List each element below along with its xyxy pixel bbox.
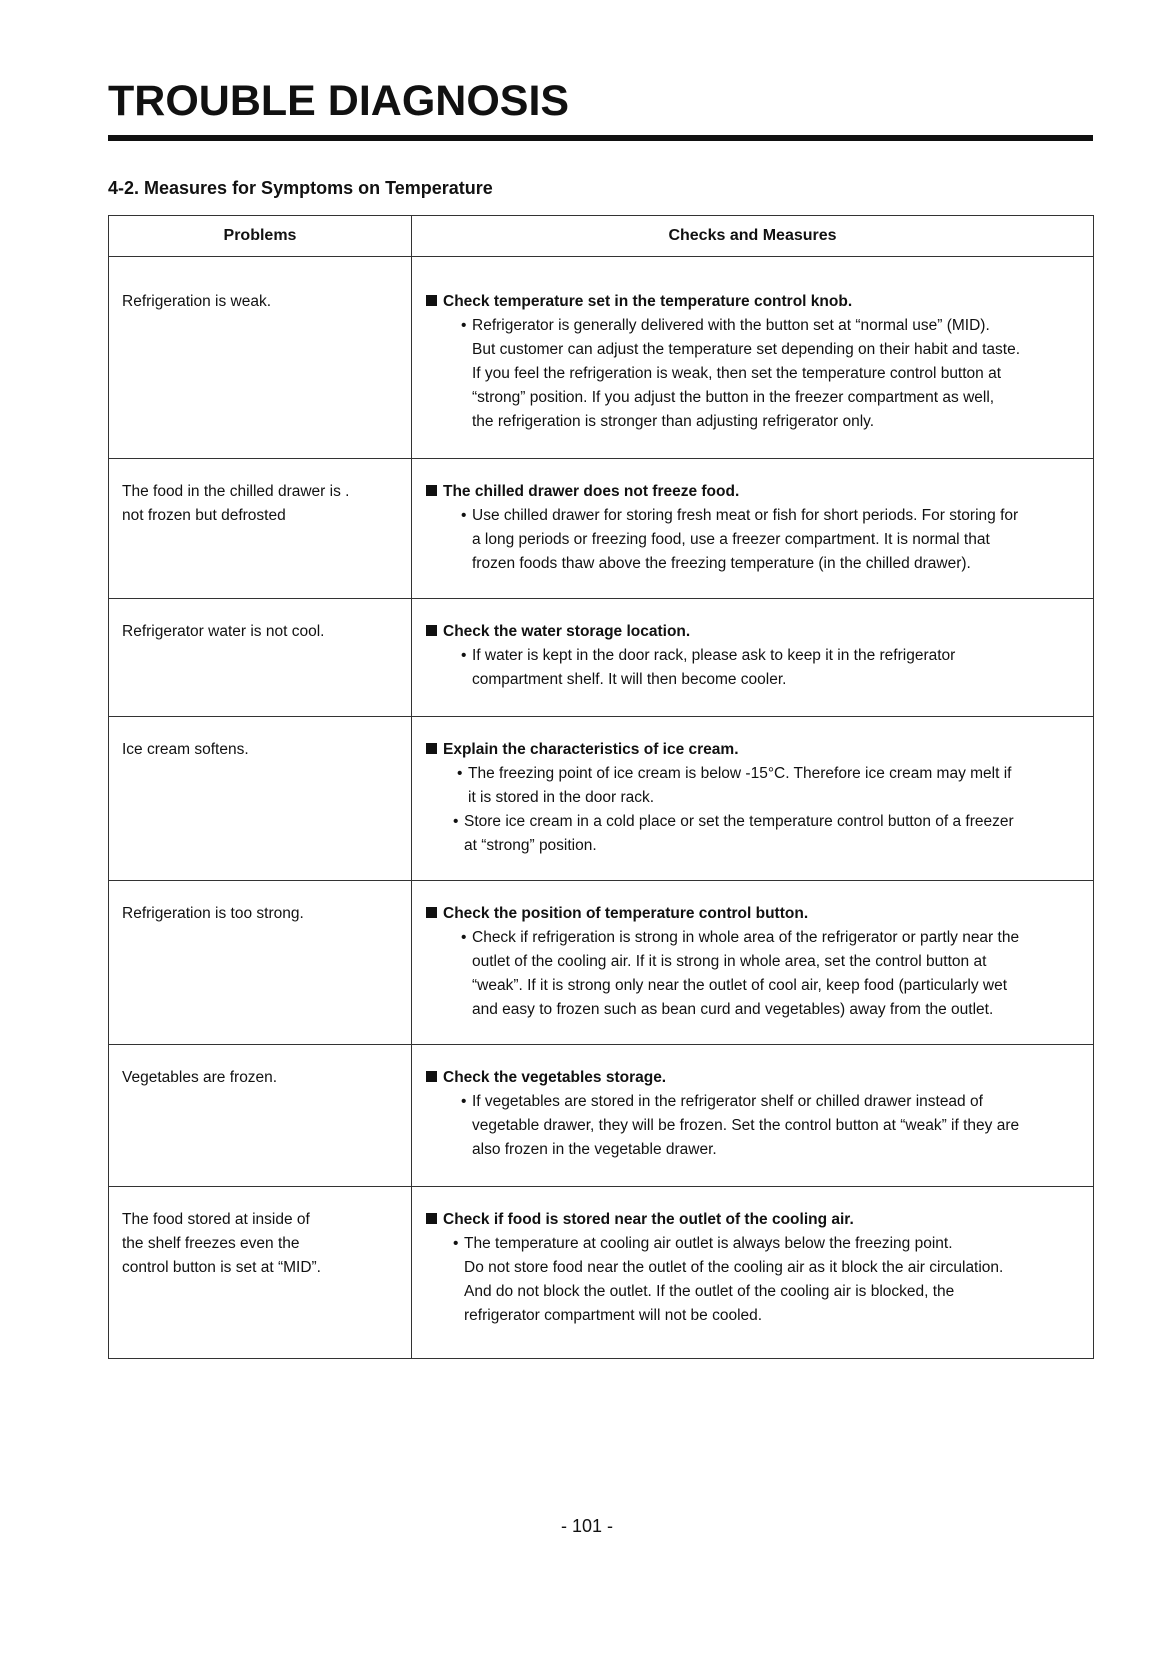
measure-heading-text: Check the water storage location. bbox=[443, 623, 691, 640]
problem-text: The food stored at inside of the shelf freezes even the control button is set at “MID”. bbox=[122, 1211, 321, 1276]
measure-heading-text: Check temperature set in the temperature control knob. bbox=[443, 293, 853, 310]
black-square-icon bbox=[426, 1213, 437, 1224]
problem-text: Refrigeration is too strong. bbox=[122, 905, 304, 922]
measure-heading-text: The chilled drawer does not freeze food. bbox=[443, 483, 740, 500]
problem-cell bbox=[109, 717, 412, 881]
black-square-icon bbox=[426, 1071, 437, 1082]
continuation-line: Do not store food near the outlet of the cooling air as it block the air circulation. bbox=[464, 1259, 1004, 1276]
measure-heading-text: Check if food is stored near the outlet of the cooling air. bbox=[443, 1211, 854, 1228]
problem-cell bbox=[109, 599, 412, 717]
continuation-line: And do not block the outlet. If the outlet of the cooling air is blocked, the bbox=[464, 1283, 955, 1300]
problem-text: Refrigerator water is not cool. bbox=[122, 623, 325, 640]
measure-heading bbox=[426, 1066, 1089, 1090]
bullet-text: Check if refrigeration is strong in whole area of the refrigerator or partly near the outlet of the cooling air. If it is strong in whole area, set the control button at “weak”. If it is strong only near the outlet of cool air, keep food (particularly wet and easy to frozen such as bean curd and vegetables) away from the outlet. bbox=[472, 929, 1020, 1018]
problem-cell bbox=[109, 257, 412, 459]
measure-cell bbox=[412, 881, 1094, 1045]
measure-bullet bbox=[426, 504, 1089, 576]
table-row bbox=[109, 717, 1094, 881]
section-heading: 4-2. Measures for Symptoms on Temperature bbox=[108, 178, 493, 198]
measure-heading bbox=[426, 902, 1089, 926]
black-square-icon bbox=[426, 907, 437, 918]
continuation-line: But customer can adjust the temperature set depending on their habit and taste. bbox=[472, 341, 1021, 358]
measure-cell bbox=[412, 257, 1094, 459]
problem-text: The food in the chilled drawer is . not frozen but defrosted bbox=[122, 483, 350, 524]
problem-cell bbox=[109, 881, 412, 1045]
measure-cell bbox=[412, 1187, 1094, 1359]
continuation-line: refrigerator compartment will not be cooled. bbox=[464, 1307, 763, 1324]
table-row bbox=[109, 1187, 1094, 1359]
dot-icon: • bbox=[461, 929, 467, 946]
measure-bullet bbox=[426, 1090, 1089, 1162]
measure-bullet bbox=[426, 926, 1089, 1022]
bullet-text: Store ice cream in a cold place or set the temperature control button of a freezer at “strong” position. bbox=[464, 813, 1014, 854]
dot-icon: • bbox=[461, 507, 467, 524]
continuation-line: “strong” position. If you adjust the button in the freezer compartment as well, bbox=[472, 389, 995, 406]
problem-text: Vegetables are frozen. bbox=[122, 1069, 278, 1086]
table-row bbox=[109, 599, 1094, 717]
measure-heading-text: Check the vegetables storage. bbox=[443, 1069, 667, 1086]
measure-cell bbox=[412, 717, 1094, 881]
page-number: - 101 - bbox=[560, 1516, 614, 1536]
problem-text: Ice cream softens. bbox=[122, 741, 249, 758]
measure-heading bbox=[426, 480, 1089, 504]
column-header-measures: Checks and Measures bbox=[412, 216, 1094, 257]
problem-cell bbox=[109, 459, 412, 599]
measure-heading bbox=[426, 290, 1089, 314]
measure-bullet bbox=[426, 810, 1089, 858]
bullet-text: Use chilled drawer for storing fresh meat or fish for short periods. For storing for a long periods or freezing food, use a freezer compartment. It is normal that frozen foods thaw above the freezing temperature (in the chilled drawer). bbox=[472, 507, 1019, 572]
bullet-text: The temperature at cooling air outlet is always below the freezing point. bbox=[464, 1235, 953, 1252]
measure-bullet bbox=[426, 762, 1089, 810]
measure-heading-text: Explain the characteristics of ice cream. bbox=[443, 741, 739, 758]
page-title: TROUBLE DIAGNOSIS bbox=[108, 77, 570, 125]
dot-icon: • bbox=[457, 765, 463, 782]
table-row bbox=[109, 881, 1094, 1045]
problem-cell bbox=[109, 1187, 412, 1359]
dot-icon: • bbox=[461, 647, 467, 664]
title-divider bbox=[108, 135, 1093, 141]
black-square-icon bbox=[426, 625, 437, 636]
measure-cell bbox=[412, 459, 1094, 599]
measure-heading bbox=[426, 620, 1089, 644]
problem-text: Refrigeration is weak. bbox=[122, 293, 272, 310]
measure-bullet bbox=[426, 314, 1089, 338]
trouble-diagnosis-table bbox=[108, 215, 1094, 1359]
continuation-line: the refrigeration is stronger than adjusting refrigerator only. bbox=[472, 413, 875, 430]
measure-bullet bbox=[426, 1232, 1089, 1256]
table-row bbox=[109, 257, 1094, 459]
bullet-text: Refrigerator is generally delivered with the button set at “normal use” (MID). bbox=[472, 317, 990, 334]
table-row bbox=[109, 1045, 1094, 1187]
bullet-text: The freezing point of ice cream is below -15°C. Therefore ice cream may melt if it is stored in the door rack. bbox=[468, 765, 1012, 806]
continuation-line: If you feel the refrigeration is weak, then set the temperature control button at bbox=[472, 365, 1002, 382]
black-square-icon bbox=[426, 743, 437, 754]
measure-heading bbox=[426, 1208, 1089, 1232]
measure-bullet bbox=[426, 644, 1089, 692]
dot-icon: • bbox=[453, 1235, 459, 1252]
dot-icon: • bbox=[461, 317, 467, 334]
measure-heading-text: Check the position of temperature control button. bbox=[443, 905, 809, 922]
table-header-row bbox=[109, 216, 1094, 257]
black-square-icon bbox=[426, 295, 437, 306]
dot-icon: • bbox=[461, 1093, 467, 1110]
measure-cell bbox=[412, 1045, 1094, 1187]
black-square-icon bbox=[426, 485, 437, 496]
table-row bbox=[109, 459, 1094, 599]
problem-cell bbox=[109, 1045, 412, 1187]
dot-icon: • bbox=[453, 813, 459, 830]
column-header-problems: Problems bbox=[109, 216, 412, 257]
bullet-text: If water is kept in the door rack, please ask to keep it in the refrigerator compartment shelf. It will then become cooler. bbox=[472, 647, 956, 688]
bullet-text: If vegetables are stored in the refrigerator shelf or chilled drawer instead of vegetable drawer, they will be frozen. Set the control button at “weak” if they are also frozen in the vegetable drawer. bbox=[472, 1093, 1020, 1158]
measure-cell bbox=[412, 599, 1094, 717]
measure-heading bbox=[426, 738, 1089, 762]
